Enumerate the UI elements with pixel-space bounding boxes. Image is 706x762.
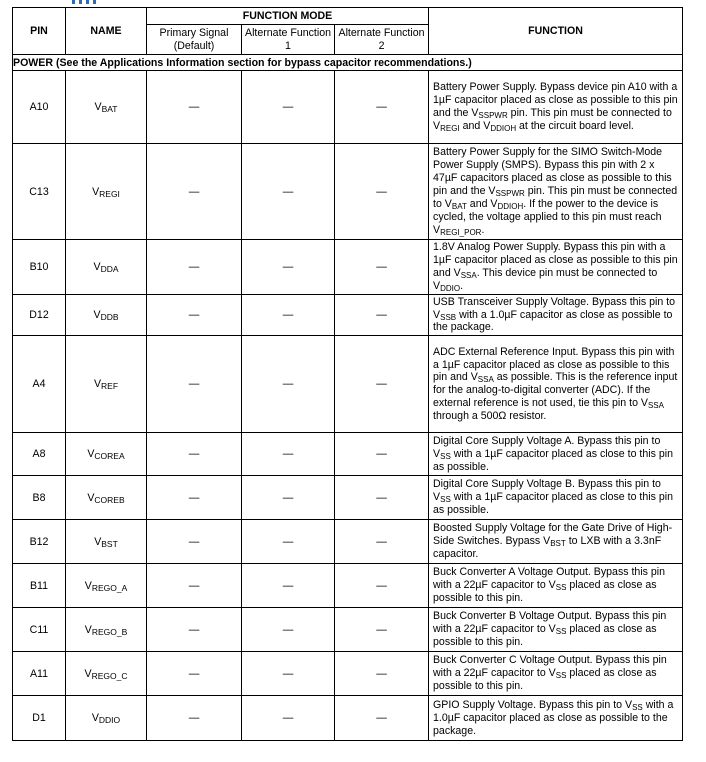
- alt1-cell: —: [242, 240, 335, 295]
- name-subscript: REGO_C: [91, 670, 128, 681]
- header-name: NAME: [66, 8, 147, 55]
- function-text: to LXB with a 3.3nF capacitor.: [433, 535, 662, 561]
- name-subscript: DDA: [100, 263, 119, 274]
- alt2-cell: —: [335, 608, 429, 652]
- alt1-cell: —: [242, 336, 335, 433]
- table-row: [13, 520, 683, 564]
- pin-cell: A8: [13, 433, 66, 476]
- name-main: V: [93, 260, 101, 273]
- header-pin: PIN: [13, 8, 66, 55]
- function-text: ADC External Reference Input. Bypass this pin with a 1µF capacitor placed as close as possible to this pin and V: [433, 345, 675, 384]
- name-cell: [66, 336, 147, 433]
- function-text: through a 500Ω resistor.: [433, 410, 547, 423]
- table-row: [13, 608, 683, 652]
- primary-cell: —: [147, 652, 242, 696]
- table-row: [13, 144, 683, 240]
- name-main: V: [93, 308, 101, 321]
- function-text: Digital Core Supply Voltage B. Bypass this pin to V: [433, 478, 661, 504]
- table-row: [13, 240, 683, 295]
- function-text: Boosted Supply Voltage for the Gate Drive of High-Side Switches. Bypass V: [433, 522, 673, 548]
- alt2-cell: —: [335, 564, 429, 608]
- section-title-power: POWER (See the Applications Information section for bypass capacitor recommendations.): [13, 55, 683, 71]
- function-subscript: SS: [440, 495, 451, 505]
- name-subscript: REGO_B: [91, 626, 128, 637]
- function-subscript: SSB: [440, 312, 457, 322]
- alt2-cell: —: [335, 433, 429, 476]
- name-main: V: [87, 491, 95, 504]
- function-text: with a 1µF capacitor placed as close to this pin as possible.: [433, 447, 673, 473]
- function-subscript: DDIOH: [497, 201, 524, 211]
- primary-cell: —: [147, 71, 242, 144]
- table-row: [13, 652, 683, 696]
- function-subscript: SS: [555, 583, 567, 593]
- function-description: [429, 240, 683, 295]
- function-description: [429, 144, 683, 240]
- alt1-cell: —: [242, 294, 335, 336]
- alt1-cell: —: [242, 696, 335, 741]
- function-description: [429, 652, 683, 696]
- function-description: [429, 608, 683, 652]
- function-text: USB Transceiver Supply Voltage. Bypass this pin to V: [433, 295, 676, 321]
- function-subscript: SS: [555, 627, 567, 637]
- primary-cell: —: [147, 476, 242, 520]
- function-text: with a 1µF capacitor placed as close to this pin as possible.: [433, 491, 673, 517]
- function-description: [429, 476, 683, 520]
- function-description: [429, 71, 683, 144]
- function-subscript: BAT: [451, 201, 467, 211]
- name-cell: [66, 144, 147, 240]
- table-row: [13, 476, 683, 520]
- function-text: .: [481, 223, 485, 236]
- primary-cell: —: [147, 608, 242, 652]
- header-function: FUNCTION: [429, 8, 683, 55]
- primary-cell: —: [147, 240, 242, 295]
- function-description: [429, 696, 683, 741]
- table-row: [13, 294, 683, 336]
- pin-cell: B8: [13, 476, 66, 520]
- function-subscript: SS: [632, 702, 643, 712]
- function-text: Digital Core Supply Voltage A. Bypass this pin to V: [433, 434, 661, 460]
- table-row: [13, 696, 683, 741]
- function-text: at the circuit board level.: [516, 119, 634, 132]
- name-main: V: [94, 101, 102, 113]
- pin-cell: C11: [13, 608, 66, 652]
- alt2-cell: —: [335, 520, 429, 564]
- function-subscript: SSPWR: [495, 189, 525, 199]
- primary-cell: —: [147, 520, 242, 564]
- header-function-mode: FUNCTION MODE: [147, 8, 429, 25]
- alt2-cell: —: [335, 144, 429, 240]
- function-text: and V: [466, 197, 498, 210]
- name-main: V: [84, 623, 92, 636]
- alt2-cell: —: [335, 240, 429, 295]
- function-subscript: SSA: [477, 375, 494, 385]
- name-subscript: DDIO: [98, 715, 121, 726]
- function-subscript: DDIO: [440, 283, 461, 293]
- function-text: GPIO Supply Voltage. Bypass this pin to V: [433, 698, 633, 711]
- function-subscript: BST: [550, 539, 566, 549]
- alt1-cell: —: [242, 433, 335, 476]
- function-subscript: SS: [555, 671, 567, 681]
- alt2-cell: —: [335, 294, 429, 336]
- function-text: . If the power to the device is cycled, the voltage applied to this pin must reach V: [433, 197, 662, 236]
- name-cell: [66, 476, 147, 520]
- name-cell: [66, 608, 147, 652]
- name-subscript: REGI: [99, 188, 120, 199]
- alt1-cell: —: [242, 476, 335, 520]
- name-cell: [66, 564, 147, 608]
- function-subscript: SSPWR: [478, 111, 508, 120]
- alt1-cell: —: [242, 520, 335, 564]
- function-description: [429, 433, 683, 476]
- function-text: pin. This pin must be connected to V: [433, 107, 672, 132]
- table-row: [13, 564, 683, 608]
- function-subscript: REGI_POR: [440, 227, 482, 237]
- primary-cell: —: [147, 336, 242, 433]
- function-description: [429, 520, 683, 564]
- function-text: .: [460, 279, 464, 292]
- function-subscript: DDIOH: [490, 123, 517, 133]
- name-cell: [66, 294, 147, 336]
- table-row: [13, 433, 683, 476]
- name-main: V: [94, 535, 102, 548]
- name-subscript: BAT: [101, 104, 118, 114]
- alt1-cell: —: [242, 608, 335, 652]
- function-text: as possible. This is the reference input for the analog-to-digital converter (ADC). If the external reference is not used, tie this pin to V: [433, 371, 678, 410]
- pin-cell: B11: [13, 564, 66, 608]
- function-text: Buck Converter C Voltage Output. Bypass this pin with a 22µF capacitor to V: [433, 654, 667, 680]
- alt1-cell: —: [242, 144, 335, 240]
- function-description: [429, 564, 683, 608]
- name-cell: [66, 71, 147, 144]
- name-subscript: COREB: [94, 494, 125, 505]
- function-text: Battery Power Supply for the SIMO Switch-Mode Power Supply (SMPS). Bypass this pin with 2 x 47µF capacitors placed as close as possible to this pin and the V: [433, 146, 672, 198]
- primary-cell: —: [147, 564, 242, 608]
- pin-cell: B10: [13, 240, 66, 295]
- name-subscript: BST: [101, 538, 118, 549]
- function-text: . This device pin must be connected to V: [433, 266, 658, 292]
- function-text: with a 1.0µF capacitor as close as possible to the package.: [433, 308, 673, 334]
- pin-cell: D12: [13, 294, 66, 336]
- primary-cell: —: [147, 696, 242, 741]
- name-cell: [66, 652, 147, 696]
- table-row: [13, 336, 683, 433]
- alt1-cell: —: [242, 71, 335, 144]
- primary-cell: —: [147, 294, 242, 336]
- name-main: V: [84, 667, 92, 680]
- name-main: V: [93, 378, 102, 391]
- pin-cell: D1: [13, 696, 66, 741]
- pin-cell: C13: [13, 144, 66, 240]
- name-cell: [66, 433, 147, 476]
- function-text: with a 1.0µF capacitor placed as close as possible to the package.: [433, 698, 674, 737]
- pin-description-table: [12, 7, 683, 741]
- function-subscript: SSA: [647, 401, 664, 411]
- function-subscript: SS: [440, 451, 451, 461]
- section-heading-fragment: [70, 0, 100, 4]
- function-description: [429, 336, 683, 433]
- alt2-cell: —: [335, 71, 429, 144]
- primary-cell: —: [147, 144, 242, 240]
- function-text: placed as close as possible to this pin.: [433, 667, 657, 693]
- pin-cell: A11: [13, 652, 66, 696]
- header-primary-signal: Primary Signal (Default): [147, 25, 242, 55]
- alt2-cell: —: [335, 652, 429, 696]
- name-main: V: [87, 448, 95, 461]
- function-text: Buck Converter A Voltage Output. Bypass this pin with a 22µF capacitor to V: [433, 566, 666, 592]
- function-text: pin. This pin must be connected to V: [433, 185, 678, 210]
- function-subscript: REGI: [440, 123, 460, 133]
- name-main: V: [91, 712, 99, 725]
- function-text: Battery Power Supply. Bypass device pin A10 with a 1µF capacitor placed as close as possible to this pin and the V: [433, 81, 678, 119]
- alt2-cell: —: [335, 696, 429, 741]
- alt2-cell: —: [335, 336, 429, 433]
- name-cell: [66, 240, 147, 295]
- table-row: [13, 71, 683, 144]
- name-subscript: REF: [101, 381, 119, 392]
- header-alternate-function-1: Alternate Function 1: [242, 25, 335, 55]
- name-subscript: COREA: [94, 451, 125, 462]
- name-subscript: DDB: [100, 311, 119, 322]
- function-text: and V: [459, 119, 491, 132]
- primary-cell: —: [147, 433, 242, 476]
- function-text: placed as close as possible to this pin.: [433, 579, 657, 605]
- function-text: Buck Converter B Voltage Output. Bypass this pin with a 22µF capacitor to V: [433, 610, 667, 636]
- header-alternate-function-2: Alternate Function 2: [335, 25, 429, 55]
- name-subscript: REGO_A: [91, 582, 128, 593]
- function-description: [429, 294, 683, 336]
- alt1-cell: —: [242, 652, 335, 696]
- pin-cell: A10: [13, 71, 66, 144]
- alt1-cell: —: [242, 564, 335, 608]
- name-main: V: [92, 185, 100, 198]
- pin-cell: A4: [13, 336, 66, 433]
- pin-cell: B12: [13, 520, 66, 564]
- alt2-cell: —: [335, 476, 429, 520]
- function-text: placed as close as possible to this pin.: [433, 623, 657, 649]
- name-cell: [66, 696, 147, 741]
- function-text: 1.8V Analog Power Supply. Bypass this pin with a 1µF capacitor placed as close as possible to this pin and V: [433, 241, 678, 279]
- name-cell: [66, 520, 147, 564]
- name-main: V: [84, 579, 92, 592]
- function-subscript: SSA: [460, 270, 477, 280]
